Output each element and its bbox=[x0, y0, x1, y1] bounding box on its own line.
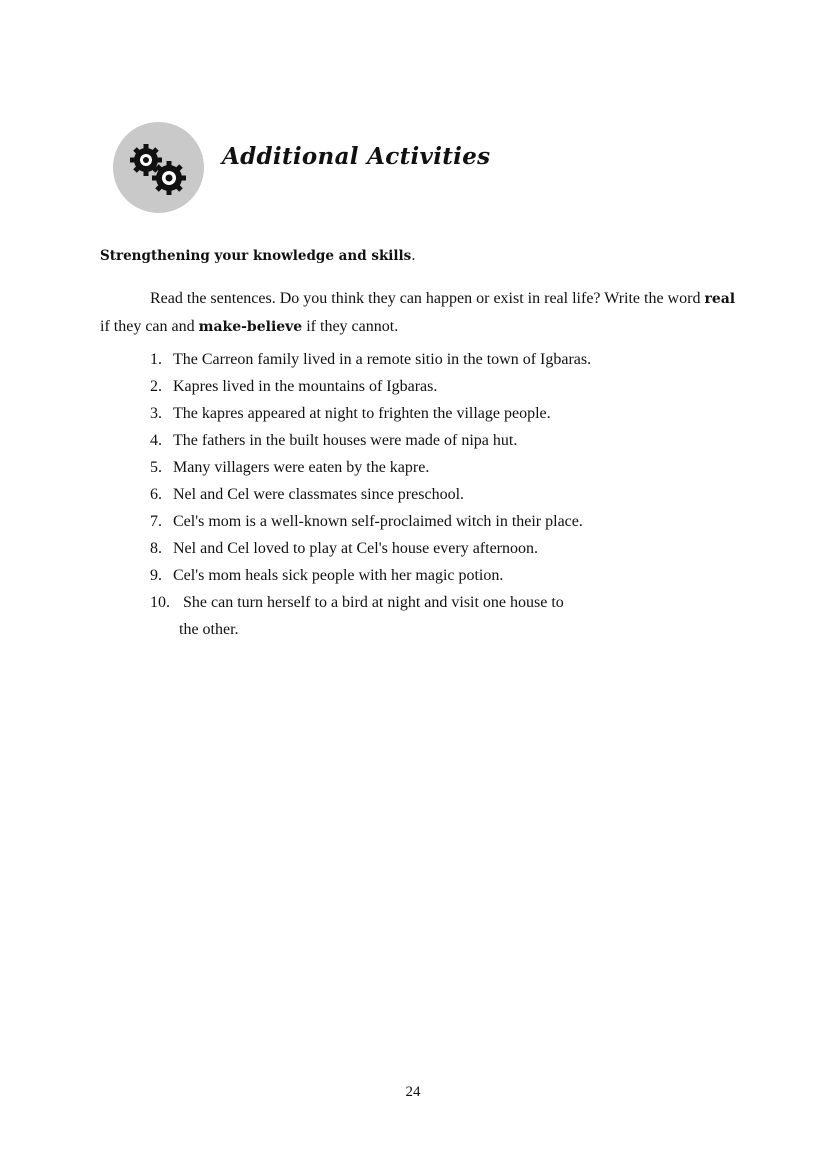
list-item bbox=[150, 431, 591, 458]
list-item bbox=[150, 458, 591, 485]
item-number: 2. bbox=[150, 378, 162, 395]
item-number: 1. bbox=[150, 351, 162, 368]
item-text: Nel and Cel loved to play at Cel's house every afternoon. bbox=[173, 540, 538, 557]
list-item bbox=[150, 377, 591, 404]
item-number: 6. bbox=[150, 486, 162, 503]
list-item bbox=[150, 350, 591, 377]
item-text: She can turn herself to a bird at night and visit one house to bbox=[183, 594, 564, 611]
item-number: 4. bbox=[150, 432, 162, 449]
item-text: Cel's mom is a well-known self-proclaimed witch in their place. bbox=[173, 513, 583, 530]
item-text: The fathers in the built houses were made of nipa hut. bbox=[173, 432, 518, 449]
item-text: Kapres lived in the mountains of Igbaras. bbox=[173, 378, 438, 395]
item-text: Many villagers were eaten by the kapre. bbox=[173, 459, 430, 476]
list-item bbox=[150, 485, 591, 512]
make-believe-keyword: make-believe bbox=[198, 319, 303, 335]
item-number: 10. bbox=[150, 594, 170, 611]
item-number: 3. bbox=[150, 405, 162, 422]
section-title: Additional Activities bbox=[222, 143, 491, 170]
instructions-part2: if they can and bbox=[100, 318, 199, 335]
sentence-list bbox=[150, 350, 592, 638]
item-text: The kapres appeared at night to frighten the village people. bbox=[173, 405, 551, 422]
item-text: Cel's mom heals sick people with her magic potion. bbox=[173, 567, 504, 584]
subheading bbox=[100, 248, 416, 264]
item-number: 7. bbox=[150, 513, 162, 530]
list-item bbox=[150, 593, 591, 638]
item-text-continuation: the other. bbox=[179, 621, 239, 638]
subheading-text: Strengthening your knowledge and skills bbox=[100, 248, 412, 264]
item-text: The Carreon family lived in a remote sitio in the town of Igbaras. bbox=[173, 351, 592, 368]
item-text: Nel and Cel were classmates since preschool. bbox=[173, 486, 465, 503]
real-keyword: real bbox=[704, 291, 736, 307]
list-item bbox=[150, 404, 591, 431]
item-number: 9. bbox=[150, 567, 162, 584]
item-number: 8. bbox=[150, 540, 162, 557]
list-item bbox=[150, 512, 591, 539]
list-item bbox=[150, 566, 591, 593]
gears-icon bbox=[113, 122, 204, 213]
subheading-punct: . bbox=[411, 248, 416, 264]
list-item bbox=[150, 539, 591, 566]
instructions-part1: Read the sentences. Do you think they can happen or exist in real life? Write the word bbox=[150, 290, 705, 307]
instructions-part3: if they cannot. bbox=[302, 318, 399, 335]
item-number: 5. bbox=[150, 459, 162, 476]
page-number: 24 bbox=[405, 1084, 421, 1100]
instructions bbox=[100, 285, 740, 341]
